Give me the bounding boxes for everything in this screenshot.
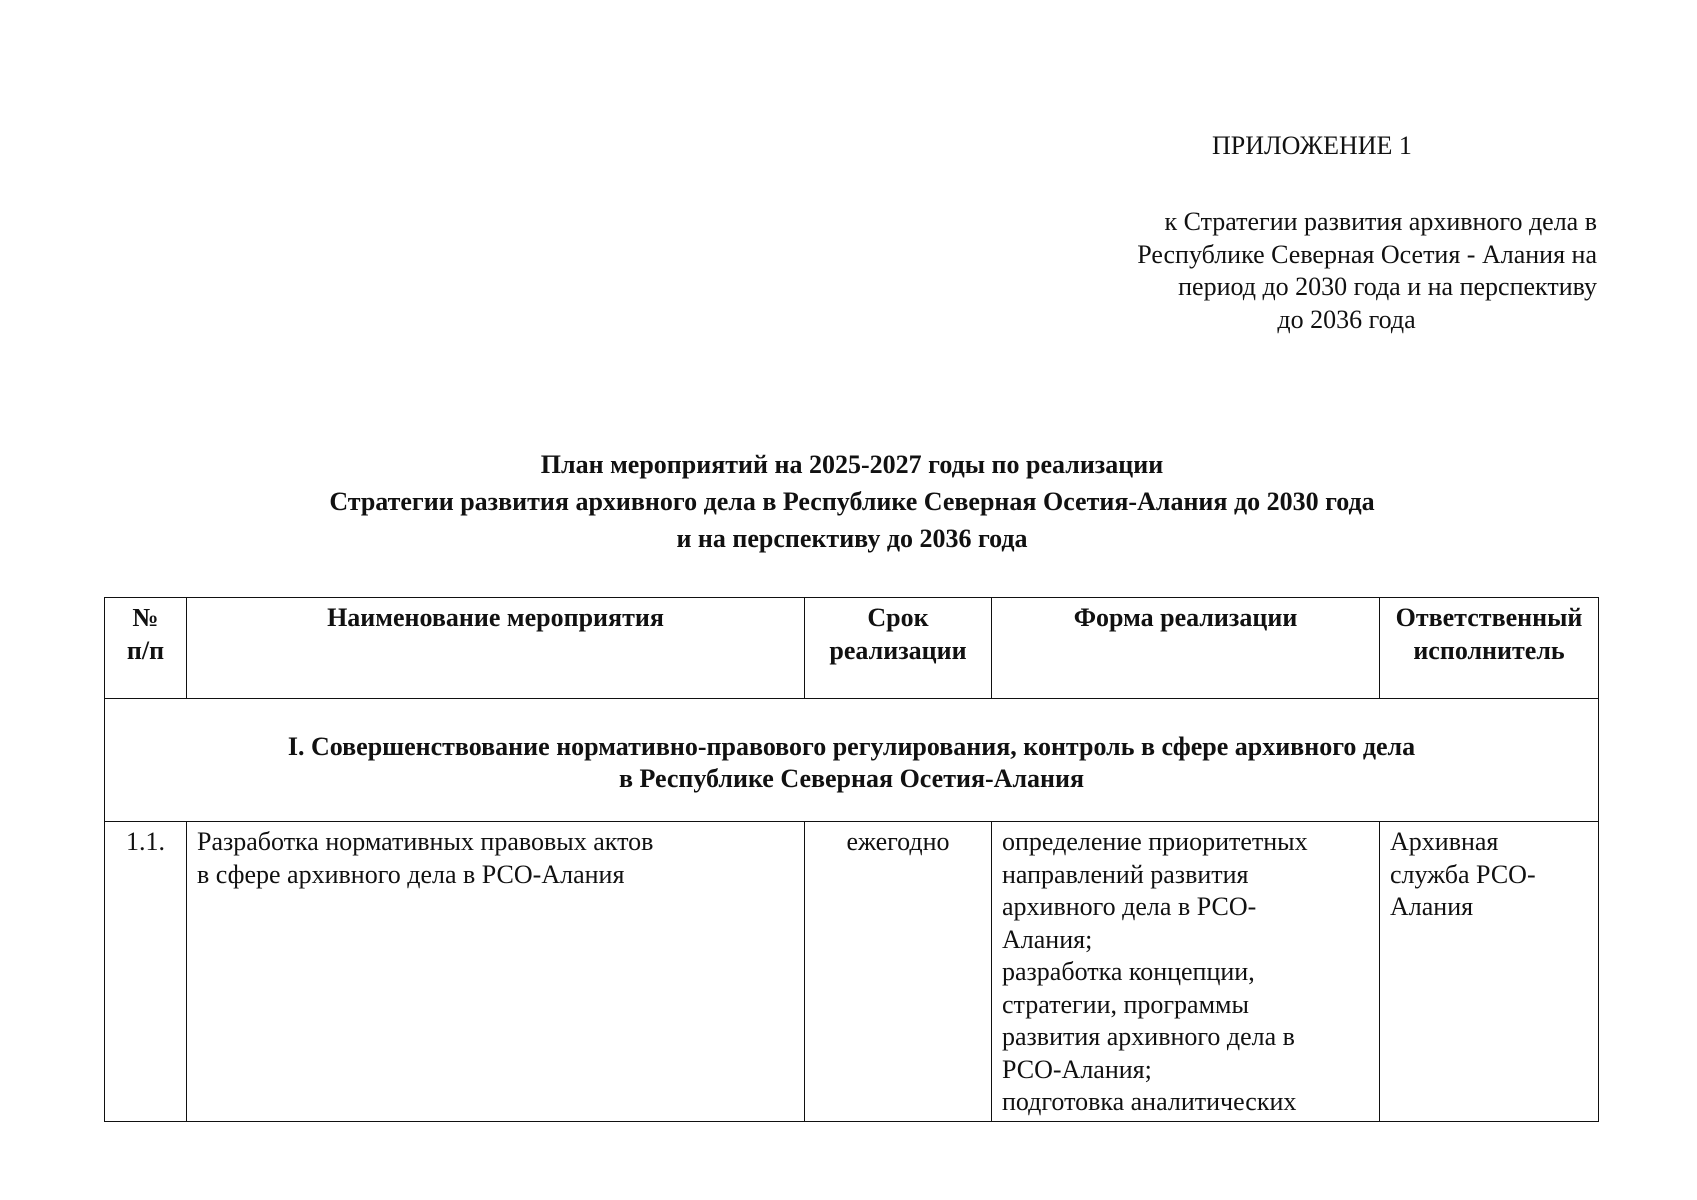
header-activity-name: Наименование мероприятия: [187, 598, 805, 699]
document-title-line: План мероприятий на 2025-2027 годы по реализации: [540, 450, 1164, 479]
appendix-reference-line: до 2036 года: [1277, 304, 1416, 334]
cell-executor: Архивная служба РСО- Алания: [1380, 822, 1599, 1122]
header-term: Срок реализации: [805, 598, 992, 699]
table-header-row: [105, 598, 1599, 699]
section-heading-line: в Республике Северная Осетия-Алания: [618, 764, 1085, 793]
header-form: Форма реализации: [992, 598, 1380, 699]
appendix-reference: [1060, 206, 1597, 336]
appendix-reference-line: к Стратегии развития архивного дела в: [1164, 207, 1597, 236]
section-row: [105, 699, 1599, 822]
section-heading-line: I. Совершенствование нормативно-правового регулирования, контроль в сфере архивного дела: [287, 731, 1416, 761]
activity-plan-table: [104, 597, 1599, 1122]
cell-number: 1.1.: [105, 822, 187, 1122]
table-row: [105, 822, 1599, 1122]
document-title: [104, 446, 1600, 557]
cell-term: ежегодно: [805, 822, 992, 1122]
appendix-reference-line: период до 2030 года и на перспективу: [1178, 272, 1597, 301]
document-title-line: Стратегии развития архивного дела в Республике Северная Осетия-Алания до 2030 года: [329, 487, 1375, 516]
cell-form: определение приоритетных направлений развития архивного дела в РСО- Алания; разработка концепции, стратегии, программы развития архивного дела в РСО-Алания; подготовка аналитических: [992, 822, 1380, 1122]
appendix-label: ПРИЛОЖЕНИЕ 1: [1212, 131, 1412, 160]
cell-activity-name: Разработка нормативных правовых актов в сфере архивного дела в РСО-Алания: [187, 822, 805, 1122]
section-heading: [105, 699, 1599, 822]
header-executor: Ответственный исполнитель: [1380, 598, 1599, 699]
document-title-line: и на перспективу до 2036 года: [676, 524, 1028, 553]
appendix-reference-line: Республике Северная Осетия - Алания на: [1137, 239, 1597, 269]
header-number: № п/п: [105, 598, 187, 699]
